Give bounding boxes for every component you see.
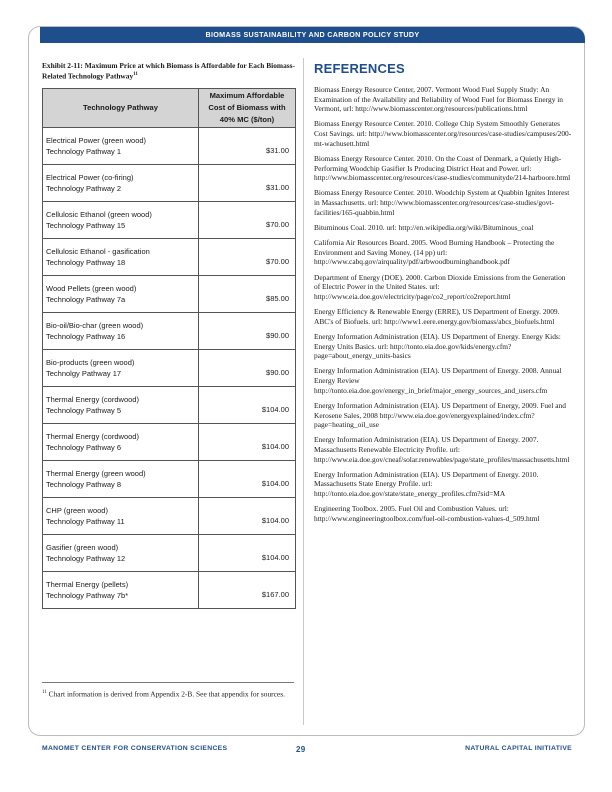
reference-entry: Biomass Energy Resource Center. 2010. On the Coast of Denmark, a Quietly High-Performing Woodchip Gasifier Is Producing District Heat and Power. url: http://www.biomasscenter.org/resources/case-studies/communityde/214-harboore.html (314, 153, 571, 183)
reference-entry: Energy Information Administration (EIA). US Department of Energy. 2008. Annual Energy Review http://tonto.eia.doe.gov/energy_in_brief/major_energy_sources_and_users.cfm (314, 366, 562, 395)
reference-entry: Engineering Toolbox. 2005. Fuel Oil and Combustion Values. url: http://www.engineeringtoolbox.com/fuel-oil-combustion-values-d_509.html (314, 504, 540, 523)
reference-entry: Energy Efficiency & Renewable Energy (ERRE), US Department of Energy. 2009. ABC's of Biofuels. url: http://www1.eere.energy.gov/biomass/abcs_biofuels.html (314, 307, 560, 326)
pathway-name: Bio-products (green wood) (46, 358, 135, 368)
table-row (43, 165, 296, 202)
table-row (43, 350, 296, 387)
pathway-number: Technology Pathway 16 (46, 332, 126, 342)
pathway-number: Technology Pathway 2 (46, 184, 122, 194)
reference-entry: Biomass Energy Resource Center. 2010. College Chip System Smoothly Generates Cost Savings. url: http://www.biomasscenter.org/resources/case-studies/campuses/200-mt-wachusett.html (314, 119, 572, 148)
cost-cell: $167.00 (199, 572, 296, 609)
reference-entry: Energy Information Administration (EIA). US Department of Energy. 2007. Massachusetts Renewable Electricity Profile. url: http://www.eia.doe.gov/cneaf/solar.renewables/page/state_profiles/massachusetts.html (314, 435, 570, 464)
cost-cell: $70.00 (199, 239, 296, 276)
cost-cell: $104.00 (199, 461, 296, 498)
table-row (43, 387, 296, 424)
pathway-cell (43, 424, 199, 461)
pathway-cell (43, 461, 199, 498)
pathway-name: Electrical Power (co-firing) (46, 173, 134, 183)
pathway-name: Thermal Energy (pellets) (46, 580, 129, 590)
table-row (43, 239, 296, 276)
column-header-cost: Maximum Affordable Cost of Biomass with 40% MC ($/ton) (199, 89, 296, 128)
footnote-ref: 11 (133, 72, 138, 78)
pathway-cell (43, 165, 199, 202)
table-row (43, 128, 296, 165)
reference-entry: Biomass Energy Resource Center, 2007. Vermont Wood Fuel Supply Study: An Examination of the Availability and Reliability of Wood Fuel for Biomass Energy in Vermont, url: http://www.biomasscenter.org/resources/publications.html (314, 85, 564, 114)
footnote: $^{11}$ Chart information is derived from Appendix 2-B. See that appendix for sources. (42, 689, 285, 699)
reference-entry: California Air Resources Board. 2005. Wood Burning Handbook – Protecting the Environment and Saving Money, (14 pp) url: http://www.cabq.gov/airquality/pdf/arbwoodburninghandbook.pdf (314, 238, 555, 267)
pathway-name: CHP (green wood) (46, 506, 108, 516)
table-row (43, 313, 296, 350)
pathway-cell (43, 535, 199, 572)
footer-organization: MANOMET CENTER FOR CONSERVATION SCIENCES (42, 745, 228, 752)
pathway-cell (43, 128, 199, 165)
pathway-name: Thermal Energy (green wood) (46, 469, 146, 479)
pathway-number: Technology Pathway 7a (46, 295, 126, 305)
table-row (43, 276, 296, 313)
references-heading: REFERENCES (314, 61, 405, 76)
pathway-name: Wood Pellets (green wood) (46, 284, 137, 294)
pathway-number: Technology Pathway 1 (46, 147, 122, 157)
pathway-number: Technology Pathway 12 (46, 554, 126, 564)
exhibit-section (42, 61, 296, 609)
column-divider (303, 58, 304, 725)
pathway-name: Cellulosic Ethanol - gasification (46, 247, 150, 257)
pathway-name: Gasifier (green wood) (46, 543, 119, 553)
pathway-cell (43, 276, 199, 313)
pathway-number: Technology Pathway 7b* (46, 591, 129, 601)
cost-cell: $104.00 (199, 498, 296, 535)
pathway-cell (43, 202, 199, 239)
table-row (43, 498, 296, 535)
pathway-number: Technology Pathway 5 (46, 406, 122, 416)
column-header-pathway: Technology Pathway (43, 89, 199, 128)
table-row (43, 572, 296, 609)
cost-cell: $90.00 (199, 350, 296, 387)
cost-cell: $104.00 (199, 424, 296, 461)
pathway-number: Technology Pathway 11 (46, 517, 125, 527)
pathway-name: Bio-oil/Bio-char (green wood) (46, 321, 144, 331)
cost-cell: $70.00 (199, 202, 296, 239)
technology-pathway-table (42, 88, 296, 609)
pathway-number: Technology Pathway 8 (46, 480, 122, 490)
footnote-rule (42, 682, 294, 683)
reference-entry: Department of Energy (DOE). 2000. Carbon Dioxide Emissions from the Generation of Electric Power in the United States. url: http://www.eia.doe.gov/electricity/page/co2_report/co2report.html (314, 272, 566, 301)
page-number: 29 (296, 745, 306, 754)
reference-entry: Biomass Energy Resource Center. 2010. Woodchip System at Quabbin Ignites Interest in Massachusetts. url: http://www.biomasscenter.org/resources/case-studies/govt-facilities/165-quabbin.html (314, 188, 570, 217)
table-row (43, 461, 296, 498)
cost-cell: $104.00 (199, 535, 296, 572)
reference-entry: Energy Information Administration (EIA). US Department of Energy. Energy Kids: Energy Units Basics. url: http://tonto.eia.doe.gov/kids/energy.cfm?page=about_energy_units-basics (314, 331, 561, 361)
pathway-number: Technology Pathway 18 (46, 258, 126, 268)
pathway-cell (43, 498, 199, 535)
pathway-cell (43, 350, 199, 387)
cost-cell: $90.00 (199, 313, 296, 350)
reference-entry: Energy Information Administration (EIA). US Department of Energy, 2009. Fuel and Kerosene Sales, 2008 http://www.eia.doe.gov/energyexplained/index.cfm?page=heating_oil_use (314, 400, 566, 430)
cost-cell: $31.00 (199, 165, 296, 202)
cost-cell: $104.00 (199, 387, 296, 424)
exhibit-title: Exhibit 2-11: Maximum Price at which Biomass is Affordable for Each Biomass-Related Technology Pathway$^{11}$ (42, 61, 295, 81)
pathway-cell (43, 313, 199, 350)
pathway-number: Technology Pathway 6 (46, 443, 122, 453)
reference-list (314, 85, 572, 524)
pathway-number: Technolgy Pathway 17 (46, 369, 122, 379)
pathway-name: Cellulosic Ethanol (green wood) (46, 210, 152, 220)
pathway-cell (43, 239, 199, 276)
pathway-name: Thermal Energy (cordwood) (46, 432, 139, 442)
table-row (43, 202, 296, 239)
table-row (43, 424, 296, 461)
pathway-name: Thermal Energy (cordwood) (46, 395, 139, 405)
running-header: BIOMASS SUSTAINABILITY AND CARBON POLICY STUDY (40, 27, 585, 43)
footer-initiative: NATURAL CAPITAL INITIATIVE (465, 745, 572, 752)
references-section (314, 61, 572, 529)
cost-cell: $85.00 (199, 276, 296, 313)
reference-entry: Bituminous Coal. 2010. url: http://en.wikipedia.org/wiki/Bituminous_coal (314, 222, 534, 232)
table-row (43, 535, 296, 572)
pathway-number: Technology Pathway 15 (46, 221, 126, 231)
cost-cell: $31.00 (199, 128, 296, 165)
pathway-cell (43, 387, 199, 424)
pathway-name: Electrical Power (green wood) (46, 136, 147, 146)
reference-entry: Energy Information Administration (EIA). US Department of Energy. 2010. Massachusetts State Energy Profile. url: http://tonto.eia.doe.gov/state/state_energy_profiles.cfm?sid=MA (314, 469, 539, 499)
pathway-cell (43, 572, 199, 609)
